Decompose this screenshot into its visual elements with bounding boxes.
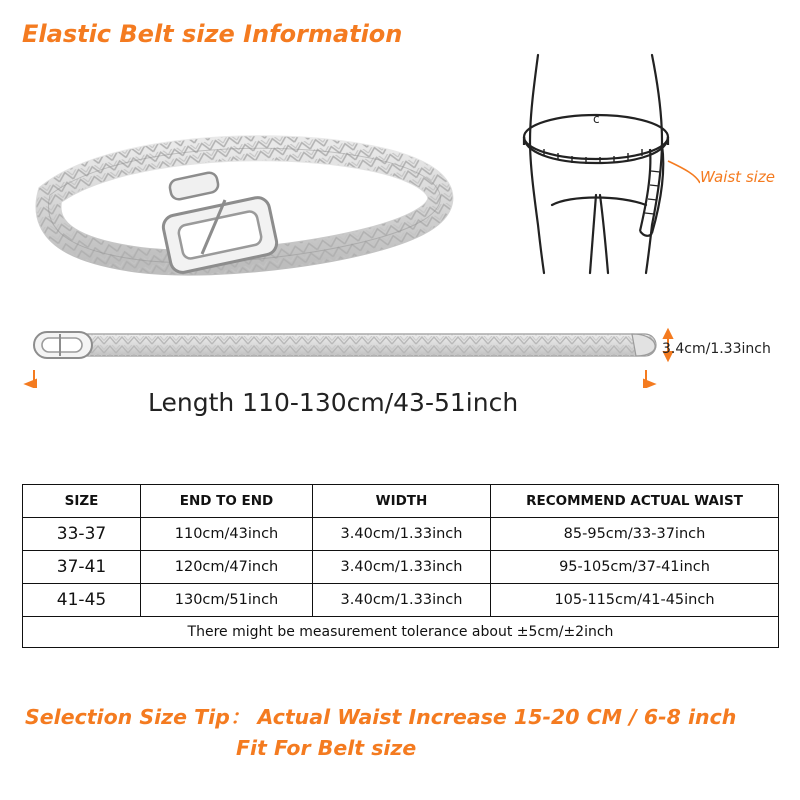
column-header-end-to-end: END TO END (141, 485, 313, 518)
cell-recommend-actual-waist: 105-115cm/41-45inch (491, 584, 779, 617)
size-table (22, 484, 779, 648)
column-header-recommend-actual-waist: RECOMMEND ACTUAL WAIST (491, 485, 779, 518)
cell-recommend-actual-waist: 85-95cm/33-37inch (491, 518, 779, 551)
cell-width: 3.40cm/1.33inch (313, 551, 491, 584)
waist-size-label: Waist size (700, 168, 775, 186)
measurement-tolerance-note: There might be measurement tolerance about ±5cm/±2inch (23, 617, 779, 648)
selection-size-tip-line2: Fit For Belt size (236, 736, 417, 760)
table-row (23, 584, 779, 617)
page-title: Elastic Belt size Information (22, 20, 403, 48)
table-row (23, 518, 779, 551)
cell-recommend-actual-waist: 95-105cm/37-41inch (491, 551, 779, 584)
cell-size: 37-41 (23, 551, 141, 584)
table-row (23, 551, 779, 584)
table-note-row (23, 617, 779, 648)
belt-width-label: 3.4cm/1.33inch (662, 341, 771, 357)
waist-measure-illustration (500, 45, 700, 275)
belt-length-label: Length 110-130cm/43-51inch (148, 388, 519, 417)
selection-size-tip-line1: Selection Size Tip： Actual Waist Increase 15-20 CM / 6-8 inch (25, 705, 737, 729)
svg-text:c: c (593, 112, 600, 126)
belt-buckle-small-icon (34, 332, 92, 358)
column-header-width: WIDTH (313, 485, 491, 518)
cell-size: 33-37 (23, 518, 141, 551)
cell-end-to-end: 120cm/47inch (141, 551, 313, 584)
cell-width: 3.40cm/1.33inch (313, 518, 491, 551)
cell-size: 41-45 (23, 584, 141, 617)
cell-end-to-end: 110cm/43inch (141, 518, 313, 551)
cell-end-to-end: 130cm/51inch (141, 584, 313, 617)
column-header-size: SIZE (23, 485, 141, 518)
cell-width: 3.40cm/1.33inch (313, 584, 491, 617)
belt-illustration-diagonal (20, 130, 480, 290)
table-header-row (23, 485, 779, 518)
length-dimension-arrows (20, 368, 660, 388)
